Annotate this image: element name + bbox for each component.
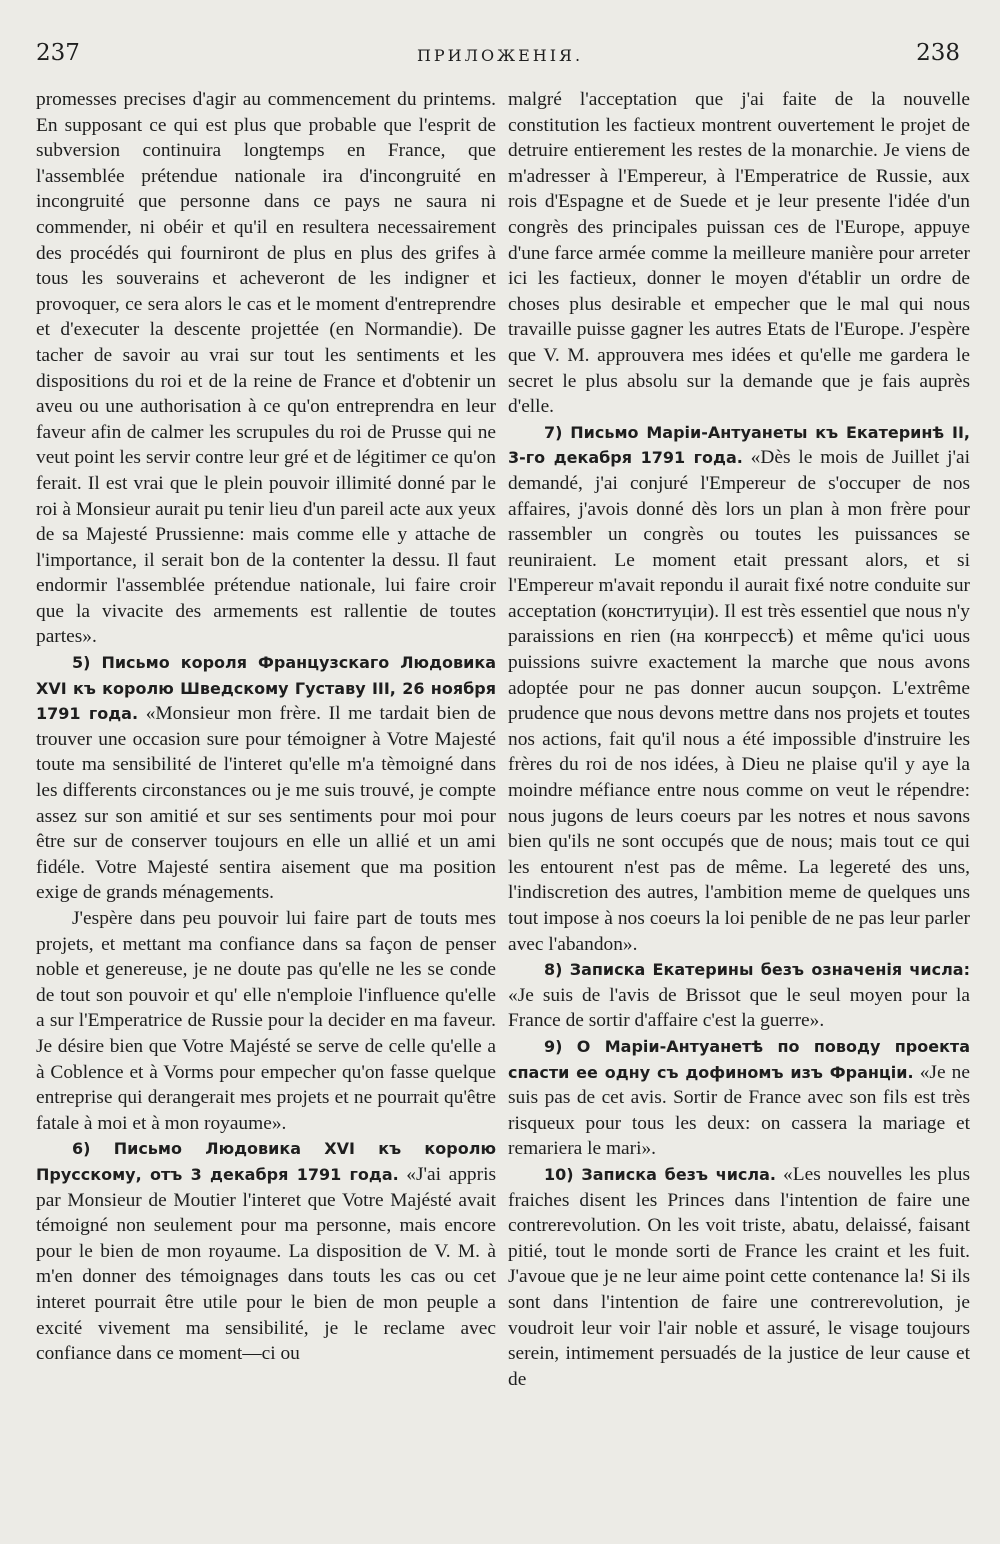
right-column <box>508 87 970 1392</box>
paragraph <box>508 1162 970 1392</box>
paragraph-heading: 8) Записка Екатерины безъ означенія числа: <box>544 960 970 980</box>
paragraph-text: «Dès le mois de Juillet j'ai demandé, j'ai conjuré l'Empereur de s'occuper de nos affaires, j'avois donné dès lors un plan à mon frère pour rassembler un congrès ou toutes les puissances se reuniraient. Le moment etait pressant alors, et si l'Empereur m'avait repondu il aurait fixé notre conduite sur acceptation (конституціи). Il est très essentiel que nous n'y paraissions en rien (на конгрессѣ) et même qu'ici uous puissions suivre exactement la marche que nous avons adoptée pour ne pas donner aucun soupçon. L'extrême prudence que nous devons mettre dans nos projets et toutes nos actions, fait qu'il nous a été impossible d'instruire les frères du roi de nos idées, à Dieu ne plaise qu'il y aye la moindre méfiance entre nous comme on veut le répendre: nous jugons de leurs coeurs par les notres et nous savons bien qu'ils ne sont occupés que de nous; mais tout ce qui les entourent n'est pas de même. La legereté des uns, l'indiscretion des autres, l'ambition meme de quelques uns tout impose à nos coeurs la loi penible de ne pas leur parler avec l'abandon». <box>508 447 971 955</box>
paragraph-heading: 10) Записка безъ числа. <box>544 1164 777 1184</box>
paragraph-text: «Je ne suis pas de cet avis. Sortir de France avec son fils est très risqueux pour tous les deux: on cassera la mariage et remariera le mari». <box>508 1061 970 1160</box>
paragraph-text: «Monsieur mon frère. Il me tardait bien de trouver une occasion sure pour témoigner à Votre Majesté toute ma sensibilité de l'interet qu'elle m'a tèmoigné dans les differents circonstances ou je me suis trouvé, je compte assez sur son amitié et sur ses sentiments pour moi pour être sur de conserver toujours en elle un allié et un ami fidéle. Votre Majesté sentira aisement que ma position exige de grands ménagements. <box>36 703 496 904</box>
paragraph-text: «Je suis de l'avis de Brissot que le seul moyen pour la France de sortir d'affaire c'est la guerre». <box>508 984 970 1032</box>
paragraph <box>508 420 970 957</box>
left-page-number: 237 <box>36 40 80 66</box>
paragraph <box>508 957 970 1034</box>
paragraph-heading: 5) Письмо короля Французскаго Людовика XVI къ королю Шведскому Густаву III, 26 ноября 1791 года. <box>36 653 496 724</box>
right-page-number: 238 <box>916 40 960 66</box>
paragraph-heading: 6) Письмо Людовика XVI къ королю Прусскому, отъ 3 декабря 1791 года. <box>36 1139 496 1184</box>
paragraph <box>36 650 496 906</box>
paragraph-text: J'espère dans peu pouvoir lui faire part de touts mes projets, et mettant ma confiance dans sa façon de penser noble et genereuse, je ne doute pas qu'elle ne les se conde de tout son pouvoir et qu' elle n'emploie l'influence qu'elle a sur l'Emperatrice de Russie pour la decider en ma faveur. Je désire bien que Votre Majésté se serve de celle qu'elle a à Coblence et à Vorms pour empecher qu'on fasse quelque entreprise qui derangerait mes projets et ne pourrait qu'être fatale à moi et à mon royaume». <box>36 908 496 1134</box>
paragraph-heading: 7) Письмо Маріи-Антуанеты къ Екатеринѣ II, 3-го декабря 1791 года. <box>508 422 970 468</box>
paragraph <box>36 1136 496 1366</box>
paragraph-text: «Les nouvelles les plus fraiches disent les Princes dans l'intention de faire une contrerevolution. On les voit triste, abatu, delaissé, faisant pitié, tout le monde sorti de France les craint et les fuit. J'avoue que je ne leur aime point cette contenance la! Si ils sont dans l'intention de faire une contrerevolution, je voudroit leur voir l'air noble et assuré, le visage toujours serein, intimement persuadés de la justice de leur cause et de <box>508 1163 970 1390</box>
paragraph <box>36 906 496 1136</box>
paragraph-text: «J'ai appris par Monsieur de Moutier l'interet que Votre Majésté avait témoigné non seulement pour ma personne, mais encore pour le bien de mon royaume. La disposition de V. M. à m'en donner des témoignages dans touts les cas ou cet interet pourrait être utile pour le bien de mon peuple a excité vivement ma sensibilité, je le reclame avec confiance dans ce moment—ci ou <box>36 1163 497 1365</box>
paragraph-heading: 9) О Маріи-Антуанетѣ по поводу проекта спасти ее одну съ дофиномъ изъ Франціи. <box>508 1036 970 1082</box>
paragraph-text: promesses precises d'agir au commencement du printems. En supposant ce qui est plus que probable que l'esprit de subversion continuira longtemps en France, que l'assemblée prétendue nationale ira d'incongruité en incongruité que personne dans ce pays ne saura ni commender, ni obéir et qu'il en resultera necessairement des procédés qui fourniront de plus en plus des grifes à tous les souverains et acheveront de les indigner et provoquer, ce sera alors le cas et le moment d'entreprendre et d'executer la descente projettée (en Normandie). De tacher de savoir au vrai sur tout les sentiments et les dispositions du roi et de la reine de France et d'obtenir un aveu ou une authorisation à ce qu'on entreprendra en leur faveur afin de calmer les scrupules du roi de Prusse qui ne veut point les servir contre leur gré et de légitimer ce qu'on ferait. Il est vrai que le plein pouvoir illimité donné par le roi à Monsieur aurait pu tenir lieu d'un pareil acte aux yeux de sa Majesté Prussienne: mais comme elle y attache de l'importance, il serait bon de la contenter la dessu. Il faut endormir l'assemblée prétendue nationale, lui faire croir que la vivacite des armements est rallentie de toutes partes». <box>36 89 496 648</box>
paragraph <box>508 87 970 420</box>
paragraph-text: malgré l'acceptation que j'ai faite de la nouvelle constitution les factieux montrent ouvertement le projet de detruire entierement les restes de la monarchie. Je viens de m'adresser à l'Empereur, à l'Emperatrice de Russie, aux rois d'Espagne et de Suede et je leur presente l'idée d'un congrès des principales puissan ces de l'Europe, appuye d'une farce armée comme la meilleure manière pour arreter ici les factieux, donner le moyen d'établir un ordre de choses plus desirable et empecher que le mal qui nous travaille puisse gagner les autres Etats de l'Europe. J'espère que V. M. approuvera mes idées et qu'elle me gardera le secret le plus absolu sur la demande que je fais auprès d'elle. <box>508 89 970 418</box>
paragraph <box>36 87 496 650</box>
paragraph <box>508 1034 970 1162</box>
left-column <box>36 87 496 1367</box>
running-title: ПРИЛОЖЕНІЯ. <box>416 46 584 65</box>
